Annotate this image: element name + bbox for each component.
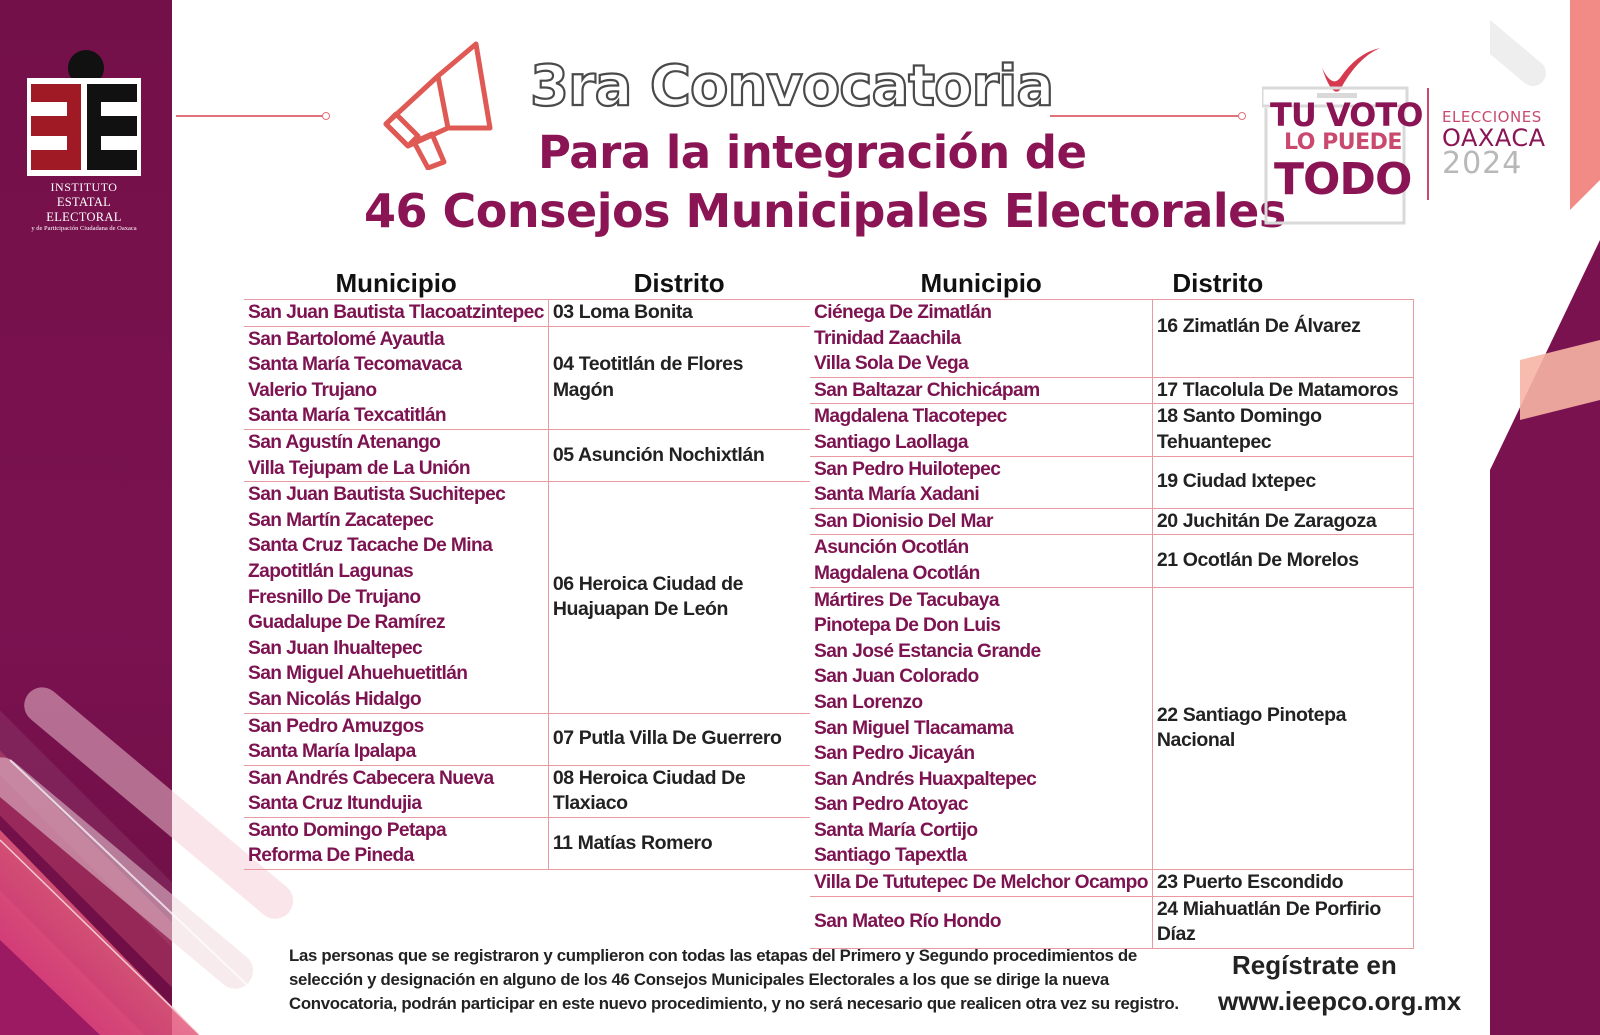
municipio-cell [244, 429, 548, 481]
municipio-header: Municipio [335, 268, 457, 298]
distrito-name: 18 Santo Domingo Tehuantepec [1156, 405, 1322, 453]
table-row [810, 587, 1414, 870]
footer-note: Las personas que se registraron y cumplieron con todas las etapas del Primero y Segundo procedimientos de selección y designación en alguno de los 46 Consejos Municipales Electorales a los que se dirige la nueva Convocatoria, podrán participar en este nuevo procedimiento, y no será necesario que realicen otra vez su registro. [289, 946, 1179, 1013]
campaign-line2: LO PUEDE [1284, 130, 1402, 155]
municipio-name: Santa María Texcatitlán [248, 405, 447, 427]
distrito-name: 11 Matías Romero [552, 831, 713, 854]
megaphone-icon [378, 36, 500, 170]
distrito-name: 07 Putla Villa De Guerrero [552, 727, 782, 750]
municipio-cell [810, 404, 1152, 456]
municipio-name: Santa María Xadani [814, 484, 980, 506]
municipio-name: San Juan Colorado [814, 666, 979, 688]
municipio-name: San Miguel Ahuehuetitlán [248, 663, 468, 685]
tu-voto-logo [1262, 28, 1562, 218]
municipio-name: Guadalupe De Ramírez [248, 612, 445, 634]
logo-text-line3: y de Participación Ciudadana de Oaxaca [31, 225, 137, 232]
municipio-name: Villa Tejupam de La Unión [248, 457, 471, 479]
municipio-cell [810, 456, 1152, 508]
distrito-cell [1152, 870, 1413, 897]
municipio-cell [810, 896, 1152, 948]
municipio-name: San Agustín Atenango [248, 431, 441, 453]
municipio-cell [810, 870, 1152, 897]
municipio-name: Santa Cruz Itundujia [248, 793, 422, 815]
left-municipios-table [244, 268, 810, 870]
municipio-cell [244, 713, 548, 765]
municipio-name: San Mateo Río Hondo [814, 911, 1001, 933]
distrito-name: 16 Zimatlán De Álvarez [1156, 315, 1361, 337]
distrito-name: 03 Loma Bonita [552, 301, 693, 323]
municipio-name: Mártires De Tacubaya [814, 589, 999, 611]
year-label: 2024 [1442, 146, 1523, 181]
municipio-cell [810, 535, 1152, 587]
municipio-name: Asunción Ocotlán [814, 537, 969, 559]
campaign-line3: TODO [1274, 154, 1412, 205]
distrito-name: 21 Ocotlán De Morelos [1156, 549, 1359, 572]
municipio-header: Municipio [920, 268, 1042, 298]
municipio-name: Ciénega De Zimatlán [814, 302, 992, 323]
distrito-name: 23 Puerto Escondido [1156, 871, 1344, 894]
oaxaca-label: OAXACA [1442, 124, 1546, 152]
municipio-name: Santiago Laollaga [814, 431, 968, 453]
campaign-line1: TU VOTO [1270, 96, 1423, 134]
logo-text-line2: ESTATAL ELECTORAL [46, 195, 122, 224]
distrito-header: Distrito [633, 268, 725, 298]
municipio-cell [810, 508, 1152, 535]
municipio-name: Santa María Cortijo [814, 819, 978, 841]
municipio-name: San Juan Bautista Tlacoatzintepec [248, 302, 544, 323]
table-row [810, 508, 1414, 535]
municipio-name: San Juan Ihualtepec [248, 637, 423, 659]
municipio-name: Villa Sola De Vega [814, 353, 969, 375]
distrito-cell [1152, 587, 1413, 870]
distrito-cell [548, 713, 810, 765]
table-row [810, 896, 1414, 948]
municipio-name: Santa Cruz Tacache De Mina [248, 535, 493, 557]
table-row [810, 870, 1414, 897]
distrito-name: 17 Tlacolula De Matamoros [1156, 378, 1399, 401]
table-row [244, 429, 810, 481]
municipio-cell [810, 300, 1152, 378]
table-row [810, 377, 1414, 404]
municipio-name: San Dionisio Del Mar [814, 510, 993, 532]
table-row [244, 300, 810, 327]
header-rule-left [176, 115, 324, 117]
municipio-name: San Pedro Huilotepec [814, 458, 1001, 480]
iee-logo [18, 48, 150, 232]
municipio-name: Villa De Tututepec De Melchor Ocampo [814, 872, 1148, 894]
distrito-cell [548, 817, 810, 869]
municipio-name: San Lorenzo [814, 691, 923, 713]
distrito-cell [548, 300, 810, 327]
table-row [244, 482, 810, 713]
register-url-link[interactable]: www.ieepco.org.mx [1218, 986, 1462, 1016]
table-row [244, 713, 810, 765]
municipio-cell [810, 377, 1152, 404]
municipio-name: San Juan Bautista Suchitepec [248, 484, 506, 506]
distrito-name: 19 Ciudad Ixtepec [1156, 470, 1316, 493]
distrito-cell [548, 429, 810, 481]
distrito-name: 08 Heroica Ciudad De Tlaxiaco [552, 766, 746, 815]
distrito-cell [1152, 508, 1413, 535]
table-row [810, 535, 1414, 587]
distrito-cell [1152, 896, 1413, 948]
header-rule-right [1050, 115, 1240, 117]
municipio-name: San Andrés Huaxpaltepec [814, 768, 1037, 790]
municipio-name: Santa María Ipalapa [248, 741, 416, 763]
convocatoria-title: 3ra Convocatoria [530, 54, 1054, 119]
municipio-name: San Nicolás Hidalgo [248, 688, 422, 710]
distrito-name: 05 Asunción Nochixtlán [552, 443, 765, 466]
municipio-name: Santiago Tapextla [814, 845, 967, 867]
municipio-name: Zapotitlán Lagunas [248, 560, 414, 582]
municipio-name: Fresnillo De Trujano [248, 586, 421, 608]
distrito-cell [548, 326, 810, 429]
municipio-name: Pinotepa De Don Luis [814, 615, 1001, 637]
register-label: Regístrate en [1232, 950, 1397, 980]
municipio-name: San Martín Zacatepec [248, 509, 434, 531]
distrito-cell [1152, 300, 1413, 378]
logo-text-line1: INSTITUTO [50, 180, 118, 194]
distrito-cell [1152, 535, 1413, 587]
distrito-cell [548, 482, 810, 713]
distrito-cell [1152, 377, 1413, 404]
municipio-name: San Bartolomé Ayautla [248, 328, 445, 350]
table-row [810, 456, 1414, 508]
table-row [244, 765, 810, 817]
distrito-cell [548, 765, 810, 817]
municipio-name: Magdalena Ocotlán [814, 562, 980, 584]
municipio-name: Santa María Tecomavaca [248, 354, 462, 376]
municipio-name: Magdalena Tlacotepec [814, 406, 1007, 428]
municipio-cell [244, 326, 548, 429]
distrito-name: 22 Santiago Pinotepa Nacional [1156, 703, 1347, 752]
iee-logo-icon [23, 48, 145, 178]
distrito-name: 06 Heroica Ciudad de Huajuapan De León [552, 572, 744, 621]
municipio-name: San Baltazar Chichicápam [814, 379, 1040, 401]
municipio-cell [244, 765, 548, 817]
table-row [810, 300, 1414, 378]
municipio-cell [244, 482, 548, 713]
municipio-name: San Pedro Atoyac [814, 794, 968, 816]
municipio-name: Trinidad Zaachila [814, 327, 961, 349]
table-row [810, 404, 1414, 456]
distrito-name: 20 Juchitán De Zaragoza [1156, 509, 1377, 532]
distrito-cell [1152, 456, 1413, 508]
right-municipios-table [810, 268, 1414, 949]
title-line-3: 46 Consejos Municipales Electorales [364, 184, 1286, 238]
municipio-name: Reforma De Pineda [248, 845, 414, 867]
municipio-name: Valerio Trujano [248, 379, 377, 401]
distrito-name: 04 Teotitlán de Flores Magón [552, 353, 744, 401]
municipio-name: San Pedro Jicayán [814, 743, 975, 765]
distrito-cell [1152, 404, 1413, 456]
municipio-name: San Andrés Cabecera Nueva [248, 767, 494, 789]
municipio-cell [244, 300, 548, 327]
title-line-2: Para la integración de [538, 126, 1087, 179]
municipio-cell [244, 817, 548, 869]
table-row [244, 326, 810, 429]
campaign-divider [1427, 88, 1429, 200]
municipio-name: San Miguel Tlacamama [814, 717, 1014, 739]
elecciones-label: ELECCIONES [1442, 108, 1542, 126]
table-row [244, 817, 810, 869]
municipio-name: San Pedro Amuzgos [248, 715, 424, 737]
distrito-name: 24 Miahuatlán De Porfirio Díaz [1156, 897, 1381, 946]
municipio-cell [810, 587, 1152, 870]
municipio-name: San José Estancia Grande [814, 640, 1041, 662]
municipio-name: Santo Domingo Petapa [248, 819, 447, 841]
distrito-header: Distrito [1172, 268, 1264, 298]
